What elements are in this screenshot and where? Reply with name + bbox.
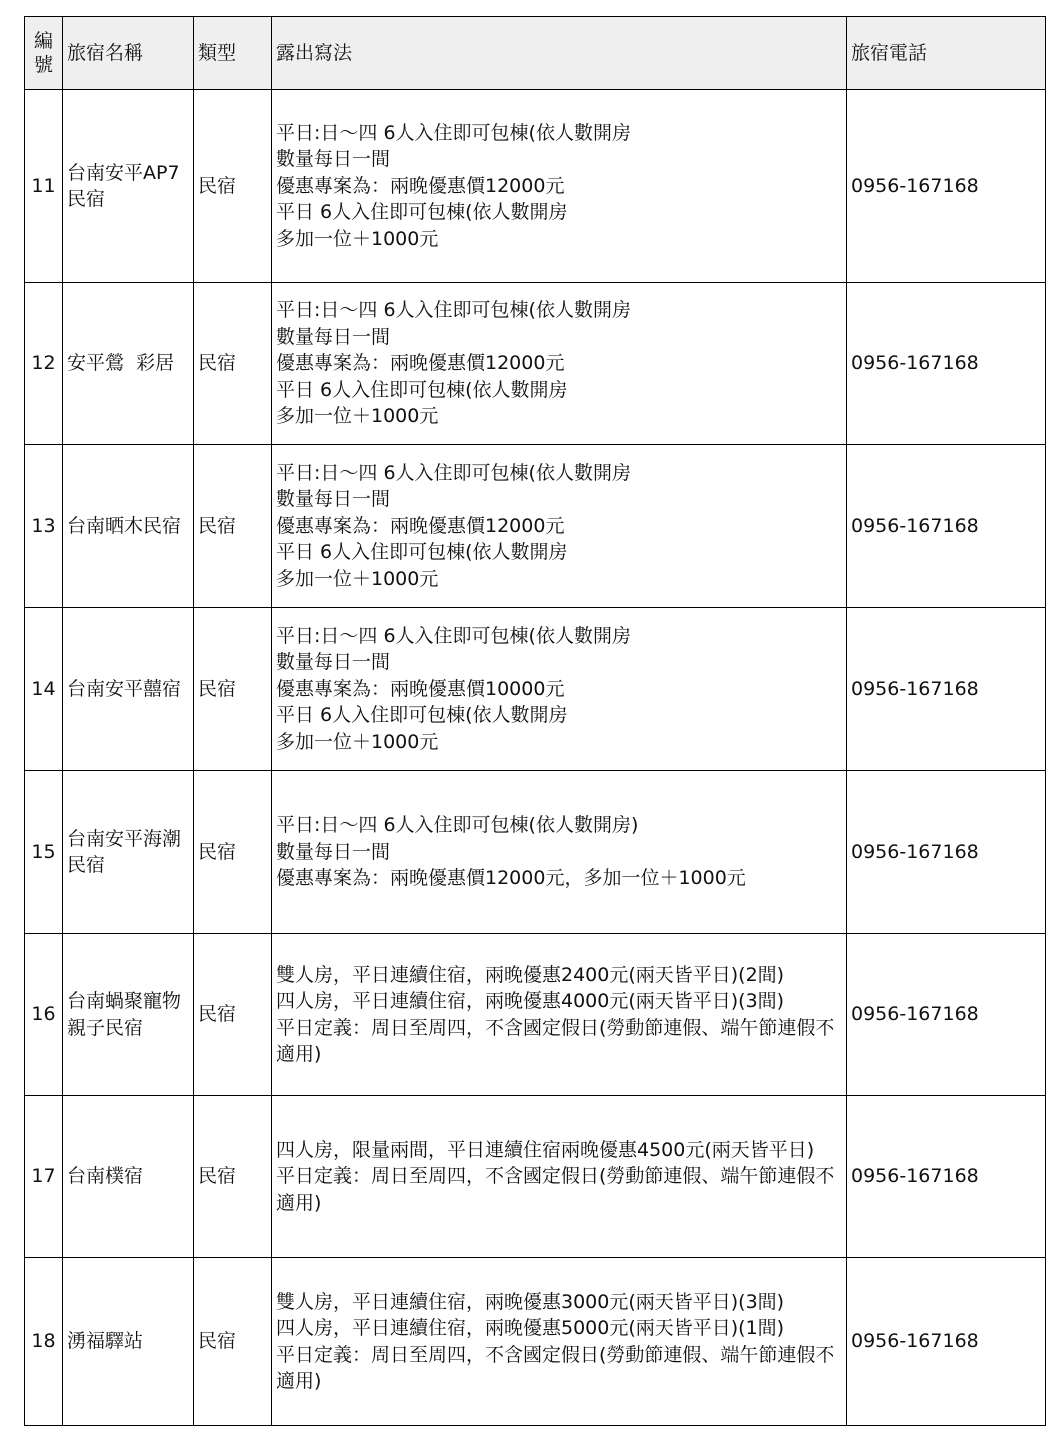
table-row xyxy=(25,90,1046,283)
exposure-text: 平日:日～四 6人入住即可包棟(依人數開房 數量每日一間 優惠專案為：兩晚優惠價10000元 平日 6人入住即可包棟(依人數開房 多加一位＋1000元 xyxy=(272,608,847,771)
lodging-type: 民宿 xyxy=(194,771,272,934)
row-number: 17 xyxy=(25,1096,63,1258)
header-type: 類型 xyxy=(194,17,272,90)
row-number: 11 xyxy=(25,90,63,283)
lodging-type: 民宿 xyxy=(194,283,272,445)
lodging-name: 台南安平海潮 民宿 xyxy=(63,771,194,934)
table-row xyxy=(25,608,1046,771)
lodging-type: 民宿 xyxy=(194,1096,272,1258)
row-number: 13 xyxy=(25,445,63,608)
lodging-type: 民宿 xyxy=(194,1258,272,1426)
lodging-name: 台南安平AP7 民宿 xyxy=(63,90,194,283)
lodging-type: 民宿 xyxy=(194,90,272,283)
exposure-text: 四人房，限量兩間，平日連續住宿兩晚優惠4500元(兩天皆平日) 平日定義：周日至周四，不含國定假日(勞動節連假、端午節連假不適用) xyxy=(272,1096,847,1258)
table-row xyxy=(25,771,1046,934)
lodging-phone: 0956-167168 xyxy=(847,1096,1046,1258)
table-row xyxy=(25,1258,1046,1426)
exposure-text: 雙人房，平日連續住宿，兩晚優惠3000元(兩天皆平日)(3間) 四人房，平日連續住宿，兩晚優惠5000元(兩天皆平日)(1間) 平日定義：周日至周四，不含國定假日(勞動節連假、端午節連假不適用) xyxy=(272,1258,847,1426)
lodging-name: 台南樸宿 xyxy=(63,1096,194,1258)
lodging-name: 安平鶯 彩居 xyxy=(63,283,194,445)
header-number: 編 號 xyxy=(25,17,63,90)
lodging-phone: 0956-167168 xyxy=(847,771,1046,934)
exposure-text: 平日:日～四 6人入住即可包棟(依人數開房 數量每日一間 優惠專案為：兩晚優惠價12000元 平日 6人入住即可包棟(依人數開房 多加一位＋1000元 xyxy=(272,445,847,608)
row-number: 16 xyxy=(25,934,63,1096)
header-row xyxy=(25,17,1046,90)
lodging-phone: 0956-167168 xyxy=(847,1258,1046,1426)
header-exposure: 露出寫法 xyxy=(272,17,847,90)
lodging-phone: 0956-167168 xyxy=(847,608,1046,771)
header-name: 旅宿名稱 xyxy=(63,17,194,90)
exposure-text: 平日:日～四 6人入住即可包棟(依人數開房 數量每日一間 優惠專案為：兩晚優惠價12000元 平日 6人入住即可包棟(依人數開房 多加一位＋1000元 xyxy=(272,90,847,283)
lodging-phone: 0956-167168 xyxy=(847,283,1046,445)
exposure-text: 雙人房，平日連續住宿，兩晚優惠2400元(兩天皆平日)(2間) 四人房，平日連續住宿，兩晚優惠4000元(兩天皆平日)(3間) 平日定義：周日至周四，不含國定假日(勞動節連假、端午節連假不適用) xyxy=(272,934,847,1096)
lodging-table xyxy=(24,16,1046,1426)
row-number: 12 xyxy=(25,283,63,445)
exposure-text: 平日:日～四 6人入住即可包棟(依人數開房) 數量每日一間 優惠專案為：兩晚優惠價12000元，多加一位＋1000元 xyxy=(272,771,847,934)
lodging-type: 民宿 xyxy=(194,934,272,1096)
lodging-type: 民宿 xyxy=(194,608,272,771)
lodging-phone: 0956-167168 xyxy=(847,934,1046,1096)
lodging-name: 湧福驛站 xyxy=(63,1258,194,1426)
table-row xyxy=(25,934,1046,1096)
table-row xyxy=(25,445,1046,608)
lodging-name: 台南晒木民宿 xyxy=(63,445,194,608)
lodging-phone: 0956-167168 xyxy=(847,445,1046,608)
row-number: 18 xyxy=(25,1258,63,1426)
lodging-name: 台南蝸聚寵物 親子民宿 xyxy=(63,934,194,1096)
lodging-phone: 0956-167168 xyxy=(847,90,1046,283)
row-number: 14 xyxy=(25,608,63,771)
row-number: 15 xyxy=(25,771,63,934)
lodging-type: 民宿 xyxy=(194,445,272,608)
header-phone: 旅宿電話 xyxy=(847,17,1046,90)
table-row xyxy=(25,1096,1046,1258)
lodging-name: 台南安平囍宿 xyxy=(63,608,194,771)
exposure-text: 平日:日～四 6人入住即可包棟(依人數開房 數量每日一間 優惠專案為：兩晚優惠價12000元 平日 6人入住即可包棟(依人數開房 多加一位＋1000元 xyxy=(272,283,847,445)
table-row xyxy=(25,283,1046,445)
